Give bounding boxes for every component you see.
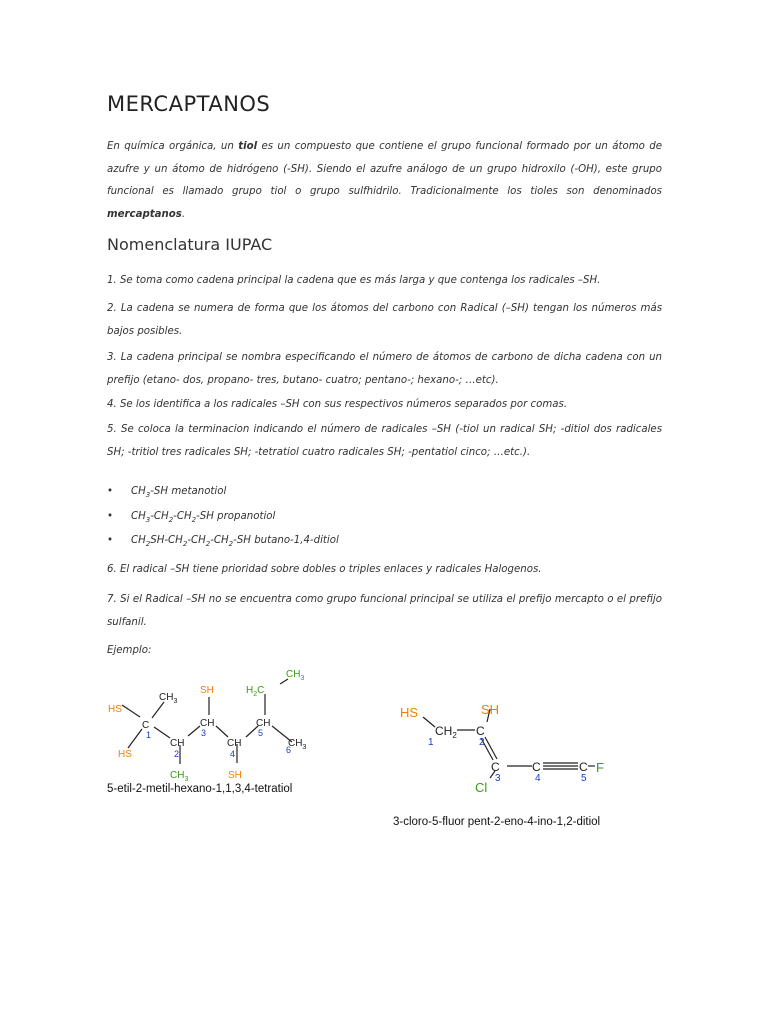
bullet-icon: • [107, 535, 114, 546]
rule-1: 1. Se toma como cadena principal la cadena que es más larga y que contenga los radicales –SH. [107, 275, 601, 286]
page-title: MERCAPTANOS [107, 92, 271, 116]
bullet-icon: • [107, 510, 114, 522]
mol1-hs-top: HS [108, 704, 122, 715]
rule-3: 3. La cadena principal se nombra especificando el número de átomos de carbono de dicha cadena con un prefijo (etano- dos, propano- tres, butano- cuatro; pentano-; hexano-; …etc). [107, 352, 662, 386]
intro-text-4: . [181, 208, 186, 220]
molecule-2-structure [395, 695, 625, 800]
mol1-ch5: CH [256, 718, 271, 729]
mol1-ch3-bottom: $CH_3$ [170, 770, 189, 783]
mol2-c3: C [491, 760, 500, 774]
mol1-ch3-ethyl: $CH_3$ [286, 669, 305, 682]
list-item [107, 529, 339, 554]
intro-text-2: es un compuesto que contiene el grupo funcional formado por un átomo de azufre y un átomo de hidrógeno (-SH). Siendo el azufre análogo de un grupo hidroxilo (-OH), este grupo funcional es llamado [107, 141, 662, 197]
intro-tiol: tiol [238, 141, 258, 152]
list-item [107, 480, 339, 505]
mol2-num-5: 5 [581, 773, 587, 784]
mol2-c2: C [476, 724, 485, 738]
mol1-ch3-top: $CH_3$ [159, 692, 178, 705]
mol1-sh-3: SH [200, 685, 214, 696]
molecule-1-caption: 5-etil-2-metil-hexano-1,1,3,4-tetratiol [107, 783, 293, 795]
intro-grupo-sulfhidrilo: grupo sulfhidrilo [309, 186, 399, 197]
intro-paragraph [107, 136, 662, 226]
mol1-num-4: 4 [230, 749, 236, 759]
mol2-num-3: 3 [495, 773, 501, 784]
mol2-hs: HS [400, 705, 419, 720]
intro-o: o [286, 186, 310, 197]
mol1-sh-4: SH [228, 770, 242, 781]
mol2-c4: C [532, 760, 541, 774]
example-formula: $CH_2SH-CH_2-CH_2-CH_2-SH$ [131, 535, 251, 549]
mol1-hs-bottom: HS [118, 749, 132, 760]
list-item [107, 505, 339, 530]
mol2-c5: C [579, 760, 588, 774]
molecule-2-caption: 3-cloro-5-fluor pent-2-eno-4-ino-1,2-ditiol [393, 816, 601, 828]
mol1-ch3: CH [200, 718, 215, 729]
mol1-ch4: CH [227, 738, 242, 749]
mol1-num-1: 1 [146, 730, 152, 740]
mol2-f: F [596, 760, 604, 775]
example-formula: $CH_3-CH_2-CH_2-SH$ [131, 510, 214, 524]
mol2-num-4: 4 [535, 773, 541, 784]
rule-2: 2. La cadena se numera de forma que los átomos del carbono con Radical (–SH) tengan los números más bajos posibles. [107, 303, 662, 337]
mol1-c1: C [142, 720, 150, 731]
mol2-sh: SH [481, 702, 500, 717]
mol2-num-2: 2 [479, 737, 485, 748]
mol1-ch3-6: $CH_3$ [288, 738, 307, 751]
rule-5: 5. Se coloca la terminacion indicando el número de radicales –SH (-tiol un radical SH; -ditiol dos radicales SH; -tritiol tres radicales SH; -tetratiol cuatro radicales SH; -pentatiol cinco; …etc.). [107, 424, 662, 458]
mol1-ch2: CH [170, 738, 185, 749]
ejemplo-label: Ejemplo: [107, 645, 152, 656]
mol2-num-1: 1 [428, 737, 434, 748]
mol1-num-6: 6 [286, 745, 292, 755]
intro-text-1: En química orgánica, un [107, 141, 239, 152]
example-formula: $CH_3-SH$ [131, 486, 169, 500]
intro-text-3: . Tradicionalmente los tioles son denominados [398, 186, 662, 197]
mol1-num-3: 3 [201, 728, 207, 738]
bullet-icon: • [107, 486, 114, 497]
example-name: propanotiol [217, 510, 276, 522]
rule-7: 7. Si el Radical –SH no se encuentra como grupo funcional principal se utiliza el prefijo mercapto o el prefijo sulfanil. [107, 594, 662, 628]
intro-grupo-tiol: grupo tiol [232, 186, 287, 197]
mol1-num-5: 5 [258, 728, 264, 738]
mol1-h2c: $H_2C$ [246, 685, 265, 698]
mol2-ch2: $CH_2$ [435, 724, 457, 740]
example-name: butano-1,4-ditiol [254, 535, 339, 546]
rule-6: 6. El radical –SH tiene prioridad sobre dobles o triples enlaces y radicales Halogenos. [107, 564, 542, 575]
molecule-2-bonds [423, 709, 595, 778]
mol1-num-2: 2 [174, 749, 180, 759]
rule-4: 4. Se los identifica a los radicales –SH con sus respectivos números separados por comas. [107, 399, 568, 410]
example-name: metanotiol [171, 486, 227, 497]
mol2-cl: Cl [475, 780, 488, 795]
examples-list [107, 480, 339, 554]
intro-mercaptanos: mercaptanos [107, 208, 182, 220]
section-title: Nomenclatura IUPAC [107, 235, 273, 254]
molecule-1-structure [100, 660, 340, 785]
